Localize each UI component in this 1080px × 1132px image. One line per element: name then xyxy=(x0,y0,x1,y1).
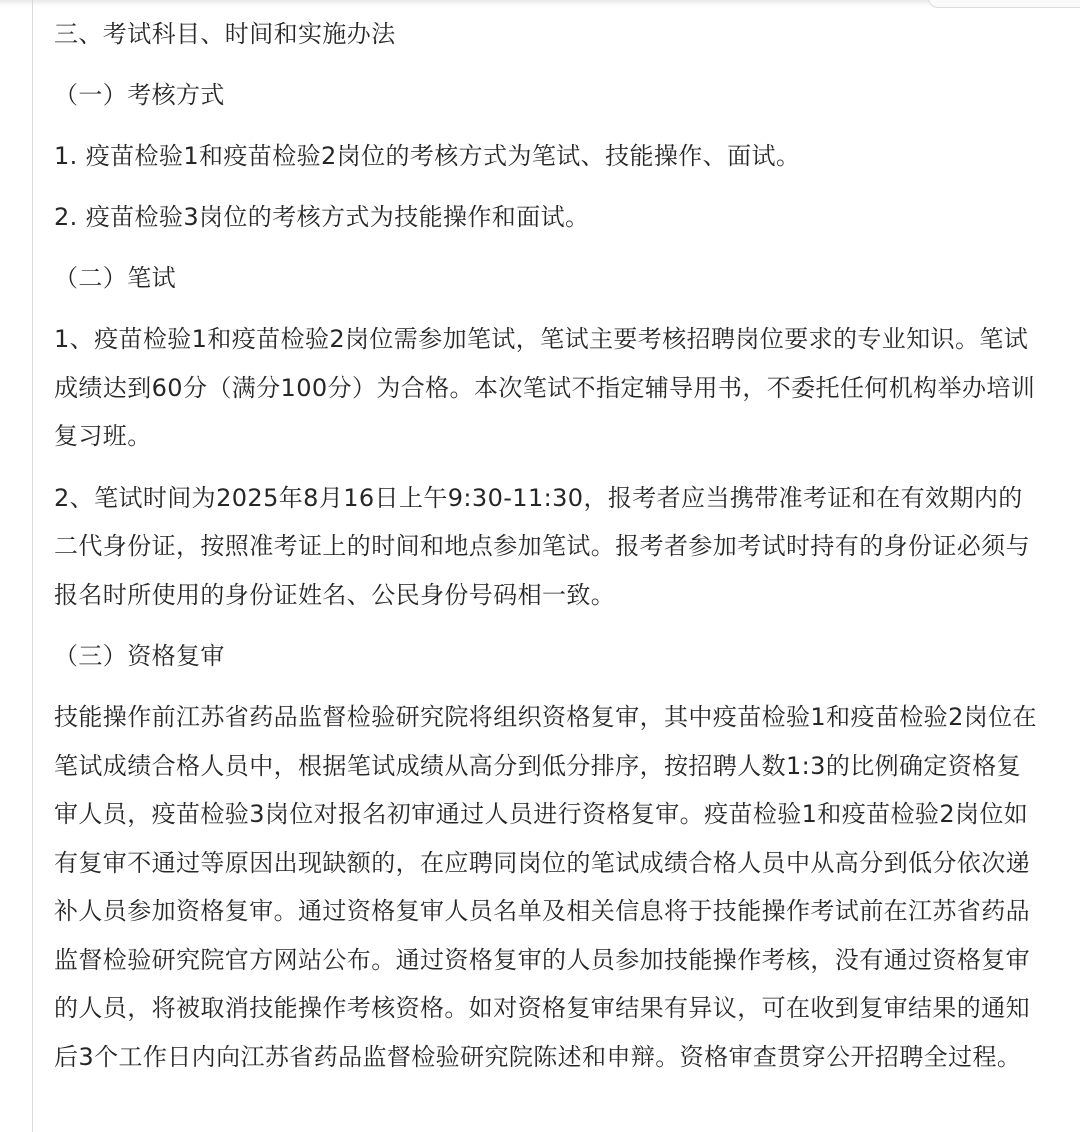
written-exam-paragraph-2: 2、笔试时间为2025年8月16日上午9:30-11:30，报考者应当携带准考证和在有效期内的二代身份证，按照准考证上的时间和地点参加笔试。报考者参加考试时持有的身份证必须与报名时所使用的身份证姓名、公民身份号码相一致。 xyxy=(54,483,1030,609)
subsection-heading-assessment: （一）考核方式 xyxy=(54,81,225,109)
written-exam-paragraph-1: 1、疫苗检验1和疫苗检验2岗位需参加笔试，笔试主要考核招聘岗位要求的专业知识。笔试成绩达到60分（满分100分）为合格。本次笔试不指定辅导用书，不委托任何机构举办培训复习班。 xyxy=(54,325,1036,450)
document-content xyxy=(54,10,1039,1094)
qualification-review-paragraph: 技能操作前江苏省药品监督检验研究院将组织资格复审，其中疫苗检验1和疫苗检验2岗位在笔试成绩合格人员中，根据笔试成绩从高分到低分排序，按招聘人数1:3的比例确定资格复审人员，疫苗检验3岗位对报名初审通过人员进行资格复审。疫苗检验1和疫苗检验2岗位如有复审不通过等原因出现缺额的，在应聘同岗位的笔试成绩合格人员中从高分到低分依次递补人员参加资格复审。通过资格复审人员名单及相关信息将于技能操作考试前在江苏省药品监督检验研究院官方网站公布。通过资格复审的人员参加技能操作考核，没有通过资格复审的人员，将被取消技能操作考核资格。如对资格复审结果有异议，可在收到复审结果的通知后3个工作日内向江苏省药品监督检验研究院陈述和申辩。资格审查贯穿公开招聘全过程。 xyxy=(54,703,1037,1071)
left-rule xyxy=(32,0,33,1132)
subsection-heading-written-exam: （二）笔试 xyxy=(54,264,176,292)
top-edge xyxy=(0,0,1080,6)
assessment-item-2: 2. 疫苗检验3岗位的考核方式为技能操作和面试。 xyxy=(54,203,590,231)
assessment-item-1: 1. 疫苗检验1和疫苗检验2岗位的考核方式为笔试、技能操作、面试。 xyxy=(54,142,801,170)
section-heading: 三、考试科目、时间和实施办法 xyxy=(54,20,396,48)
subsection-heading-qualification-review: （三）资格复审 xyxy=(54,642,225,670)
top-rounded-box xyxy=(928,0,1080,8)
